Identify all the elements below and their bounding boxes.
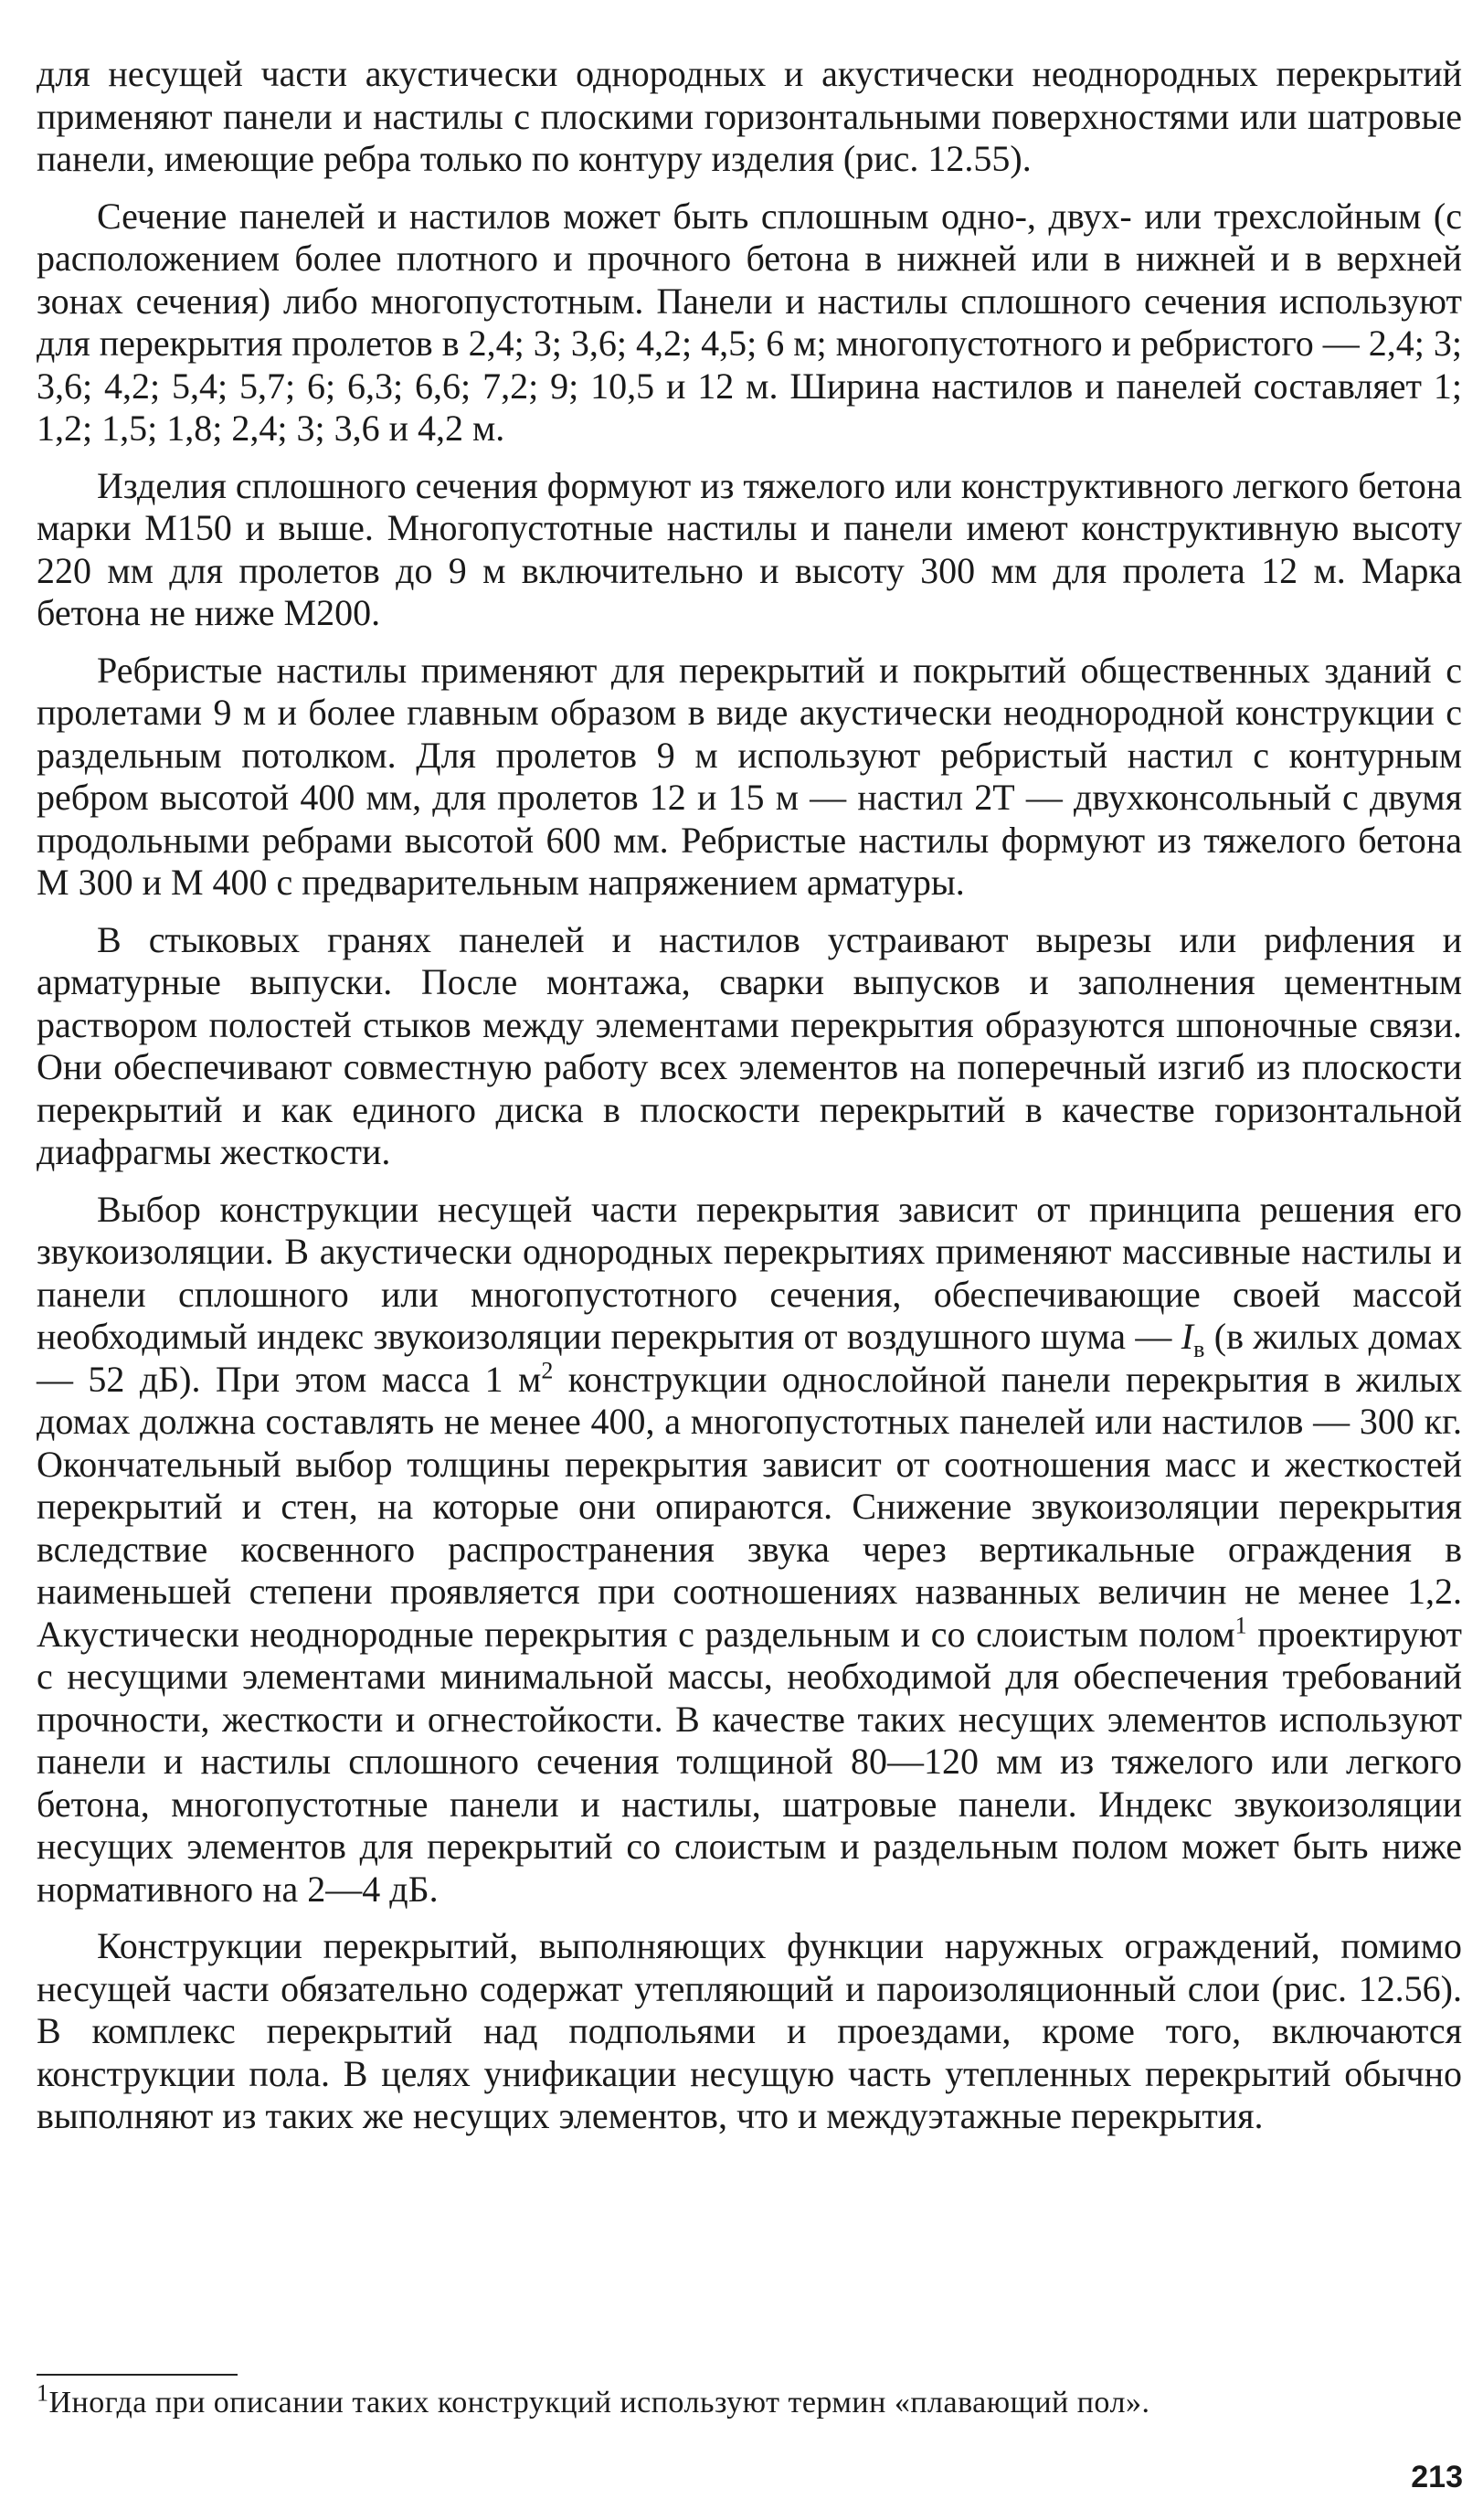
- paragraph-7: Конструкции перекрытий, выполняющих функции наружных ограждений, помимо несущей части обязательно содержат утепляющий и пароизоляционный слои (рис. 12.56). В комплекс перекрытий над подпольями и проездами, кроме того, включаются конструкции пола. В целях унификации несущую часть утепленных перекрытий обычно выполняют из таких же несущих элементов, что и междуэтажные перекрытия.: [37, 1925, 1462, 2136]
- page-number: 213: [1411, 2460, 1463, 2494]
- paragraph-6-part-c: конструкции однослойной панели перекрытия в жилых домах должна составлять не менее 400, а многопустотных панелей или настилов — 300 кг. Окончательный выбор толщины перекрытия зависит от соотношения масс и жесткостей перекрытий и стен, на которые они опираются. Снижение звукоизоляции перекрытия вследствие косвенного распространения звука через вертикальные ограждения в наименьшей степени проявляется при соотношениях названных величин не менее 1,2. Акустически неоднородные перекрытия с раздельным и со слоистым полом: [37, 1358, 1462, 1655]
- paragraph-2: Сечение панелей и настилов может быть сплошным одно-, двух- или трехслойным (с расположением более плотного и прочного бетона в нижней или в нижней и в верхней зонах сечения) либо многопустотным. Панели и настилы сплошного сечения используют для перекрытия пролетов в 2,4; 3; 3,6; 4,2; 4,5; 6 м; многопустотного и ребристого — 2,4; 3; 3,6; 4,2; 5,4; 5,7; 6; 6,3; 6,6; 7,2; 9; 10,5 и 12 м. Ширина настилов и панелей составляет 1; 1,2; 1,5; 1,8; 2,4; 3; 3,6 и 4,2 м.: [37, 195, 1462, 449]
- paragraph-6-part-a: Выбор конструкции несущей части перекрытия зависит от принципа решения его звукоизоляции. В акустически однородных перекрытиях применяют массивные настилы и панели сплошного или многопустотного сечения, обеспечивающие своей массой необходимый индекс звукоизоляции перекрытия от воздушного шума —: [37, 1188, 1462, 1357]
- paragraph-4: Ребристые настилы применяют для перекрытий и покрытий общественных зданий с пролетами 9 м и более главным образом в виде акустически неоднородной конструкции с раздельным потолком. Для пролетов 9 м используют ребристый настил с контурным ребром высотой 400 мм, для пролетов 12 и 15 м — настил 2Т — двухконсольный с двумя продольными ребрами высотой 600 мм. Ребристые настилы формуют из тяжелого бетона М 300 и М 400 с предварительным напряжением арматуры.: [37, 649, 1462, 903]
- paragraph-6-part-b: (в жилых домах — 52 дБ). При этом масса 1 м: [37, 1316, 1462, 1400]
- airborne-index-subscript: в: [1193, 1336, 1205, 1362]
- footnote-marker: 1: [37, 2379, 49, 2407]
- airborne-index-symbol: I: [1181, 1316, 1194, 1357]
- footnote: [37, 2379, 1462, 2421]
- footnote-divider: [37, 2374, 238, 2376]
- footnote-text: Иногда при описании таких конструкций используют термин «плавающий пол».: [48, 2386, 1150, 2419]
- paragraph-1: для несущей части акустически однородных и акустически неоднородных перекрытий применяют панели и настилы с плоскими горизонтальными поверхностями или шатровые панели, имеющие ребра только по контуру изделия (рис. 12.55).: [37, 53, 1462, 179]
- paragraph-6: [37, 1189, 1462, 1911]
- paragraph-3: Изделия сплошного сечения формуют из тяжелого или конструктивного легкого бетона марки М150 и выше. Многопустотные настилы и панели имеют конструктивную высоту 220 мм для пролетов до 9 м включительно и высоту 300 мм для пролета 12 м. Марка бетона не ниже М200.: [37, 464, 1462, 633]
- square-superscript: 2: [541, 1357, 554, 1384]
- paragraph-5: В стыковых гранях панелей и настилов устраивают вырезы или рифления и арматурные выпуски. После монтажа, сварки выпусков и заполнения цементным раствором полостей стыков между элементами перекрытия образуются шпоночные связи. Они обеспечивают совместную работу всех элементов на поперечный изгиб из плоскости перекрытий и как единого диска в плоскости перекрытий в качестве горизонтальной диафрагмы жесткости.: [37, 918, 1462, 1172]
- page-body: [37, 53, 1462, 2153]
- footnote-reference: 1: [1234, 1612, 1247, 1639]
- paragraph-6-part-d: проектируют с несущими элементами минимальной массы, необходимой для обеспечения требований прочности, жесткости и огнестойкости. В качестве таких несущих элементов используют панели и настилы сплошного сечения толщиной 80—120 мм из тяжелого или легкого бетона, многопустотные панели и настилы, шатровые панели. Индекс звукоизоляции несущих элементов для перекрытий со слоистым и раздельным полом может быть ниже нормативного на 2—4 дБ.: [37, 1613, 1462, 1910]
